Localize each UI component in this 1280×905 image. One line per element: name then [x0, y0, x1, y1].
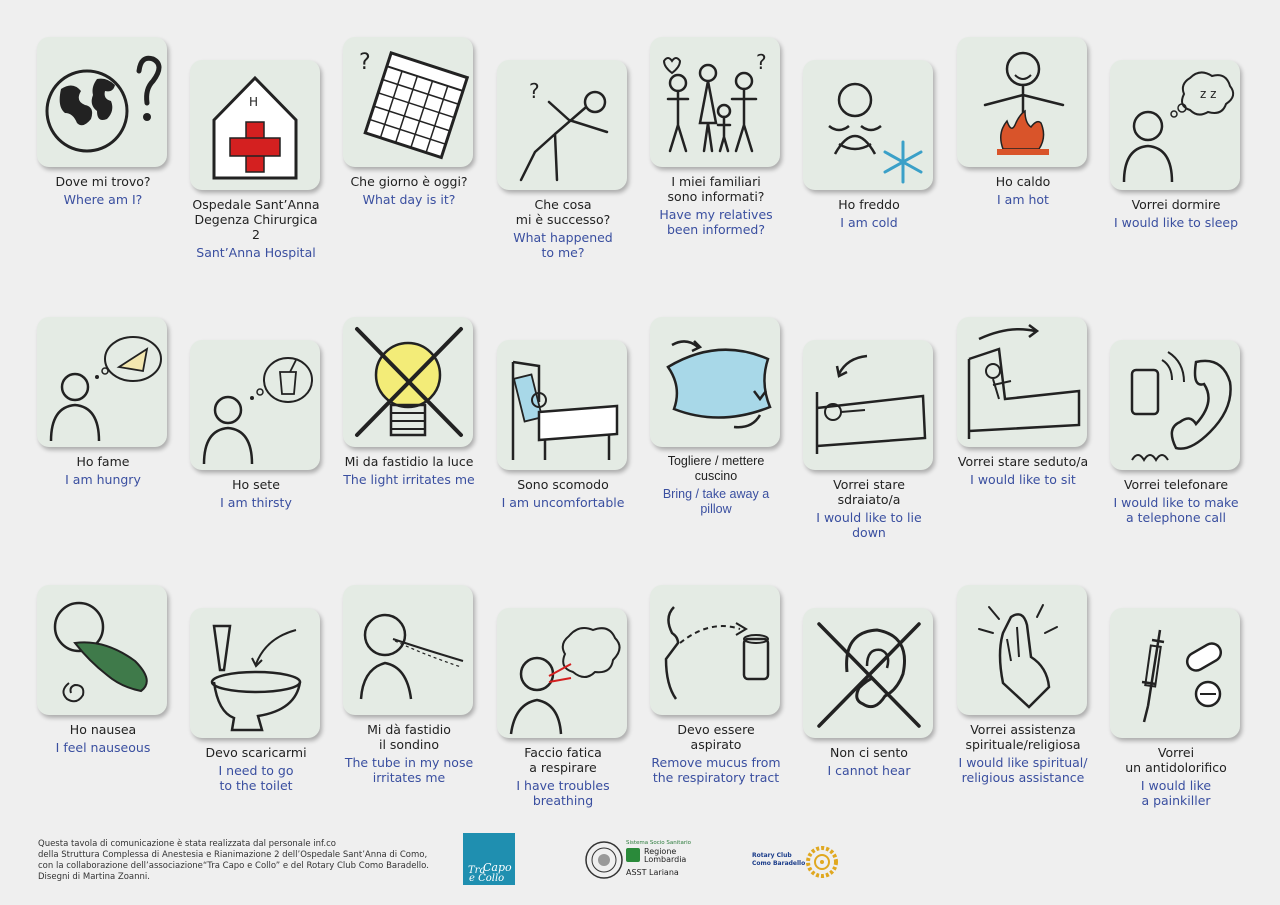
- card-cold[interactable]: [803, 60, 935, 230]
- card-breathing[interactable]: [497, 608, 629, 808]
- english-label: I would like to make a telephone call: [1113, 495, 1239, 525]
- tile: [343, 317, 473, 447]
- tile: [957, 317, 1087, 447]
- hot-person-icon: [959, 39, 1085, 165]
- tile: [343, 585, 473, 715]
- card-light[interactable]: [343, 317, 475, 487]
- rotary-club-logo: Rotary Club Como Baradello: [752, 846, 852, 880]
- tra-capo-e-collo-logo: Tra Capo e Collo: [463, 833, 515, 885]
- tile: [1110, 608, 1240, 738]
- italian-label: Ospedale Sant’Anna Degenza Chirurgica 2: [192, 197, 320, 242]
- english-label: I would like spiritual/ religious assistance: [958, 755, 1088, 785]
- english-label: I would like a painkiller: [1140, 778, 1212, 808]
- seal-icon: [584, 840, 624, 880]
- italian-label: Non ci sento: [830, 745, 908, 760]
- svg-text:?: ?: [756, 50, 767, 74]
- english-label: I feel nauseous: [55, 740, 151, 755]
- tile: [37, 37, 167, 167]
- card-nauseous[interactable]: [37, 585, 169, 755]
- breathing-icon: [499, 610, 625, 736]
- english-label: I cannot hear: [827, 763, 911, 778]
- thirsty-drink-icon: [192, 342, 318, 468]
- tile: [803, 60, 933, 190]
- english-label: What happened to me?: [513, 230, 613, 260]
- tile: [190, 340, 320, 470]
- svg-text:?: ?: [359, 50, 371, 75]
- credits-text: [38, 839, 438, 883]
- tile: [650, 37, 780, 167]
- globe-question-icon: [39, 39, 165, 165]
- italian-label: Ho caldo: [995, 174, 1051, 189]
- italian-label: Ho fame: [76, 454, 130, 469]
- italian-label: Mi dà fastidio il sondino: [367, 722, 451, 752]
- italian-label: Devo essere aspirato: [677, 722, 755, 752]
- card-sit[interactable]: [957, 317, 1089, 487]
- card-painkiller[interactable]: [1110, 608, 1242, 808]
- italian-label: Togliere / mettere cuscino: [667, 454, 765, 483]
- english-label: The light irritates me: [343, 472, 475, 487]
- crossed-ear-icon: [805, 610, 931, 736]
- italian-label: Vorrei stare seduto/a: [957, 454, 1089, 469]
- italian-label: Vorrei telefonare: [1123, 477, 1229, 492]
- hospital-icon: [192, 62, 318, 188]
- telephone-icon: [1112, 342, 1238, 468]
- tile: [957, 37, 1087, 167]
- english-label: Sant’Anna Hospital: [196, 245, 316, 260]
- english-label: Remove mucus from the respiratory tract: [651, 755, 781, 785]
- italian-label: Vorrei assistenza spirituale/religiosa: [965, 722, 1081, 752]
- card-sleep[interactable]: [1110, 60, 1242, 230]
- asst-lariana-logo: Sistema Socio Sanitario Regione Lombardia ASST Lariana: [584, 838, 714, 884]
- lie-down-bed-icon: [805, 342, 931, 468]
- card-pillow[interactable]: [650, 317, 782, 517]
- tile: [190, 60, 320, 190]
- credits-line: Disegni di Martina Zoanni.: [38, 872, 150, 882]
- english-label: Have my relatives been informed?: [659, 207, 773, 237]
- card-lie-down[interactable]: [803, 340, 935, 540]
- pillow-icon: [652, 319, 778, 445]
- italian-label: Che giorno è oggi?: [350, 174, 468, 189]
- family-icon: [652, 39, 778, 165]
- nausea-icon: [39, 587, 165, 713]
- italian-label: Che cosa mi è successo?: [515, 197, 611, 227]
- lombardia-rose-icon: [626, 848, 640, 862]
- card-what-happened[interactable]: [497, 60, 629, 260]
- tile: [37, 317, 167, 447]
- english-label: Bring / take away a pillow: [662, 487, 770, 516]
- italian-label: Faccio fatica a respirare: [524, 745, 602, 775]
- tile: [1110, 60, 1240, 190]
- sleep-icon: [1112, 62, 1238, 188]
- tile: [803, 608, 933, 738]
- tile: [650, 585, 780, 715]
- italian-label: I miei familiari sono informati?: [667, 174, 765, 204]
- italian-label: Devo scaricarmi: [205, 745, 307, 760]
- card-toilet[interactable]: [190, 608, 322, 793]
- svg-text:H: H: [249, 95, 259, 109]
- english-label: I would like to sleep: [1113, 215, 1239, 230]
- cold-person-icon: [805, 62, 931, 188]
- english-label: The tube in my nose irritates me: [344, 755, 474, 785]
- credits-line: della Struttura Complessa di Anestesia e Rianimazione 2 dell’Ospedale Sant’Anna di Como,: [38, 850, 428, 860]
- tile: [37, 585, 167, 715]
- italian-label: Vorrei dormire: [1131, 197, 1221, 212]
- toilet-icon: [192, 610, 318, 736]
- svg-text:z z: z z: [1200, 87, 1217, 101]
- english-label: I am hot: [997, 192, 1049, 207]
- tile: [957, 585, 1087, 715]
- italian-label: Ho freddo: [838, 197, 900, 212]
- italian-label: Vorrei un antidolorifico: [1125, 745, 1227, 775]
- tile: [497, 608, 627, 738]
- english-label: Where am I?: [63, 192, 143, 207]
- card-spiritual[interactable]: [957, 585, 1089, 785]
- card-hospital[interactable]: [190, 60, 322, 260]
- card-hot[interactable]: [957, 37, 1089, 207]
- english-label: I am hungry: [65, 472, 141, 487]
- card-suction[interactable]: [650, 585, 782, 785]
- italian-label: Ho sete: [232, 477, 280, 492]
- italian-label: Dove mi trovo?: [55, 174, 151, 189]
- english-label: I would like to lie down: [816, 510, 922, 540]
- italian-label: Ho nausea: [69, 722, 137, 737]
- tile: [650, 317, 780, 447]
- praying-hands-icon: [959, 587, 1085, 713]
- italian-label: Mi da fastidio la luce: [344, 454, 474, 469]
- italian-label: Sono scomodo: [517, 477, 609, 492]
- suction-icon: [652, 587, 778, 713]
- hungry-pizza-icon: [39, 319, 165, 445]
- card-nasal-tube[interactable]: [343, 585, 475, 785]
- tile: [497, 60, 627, 190]
- card-uncomfortable[interactable]: [497, 340, 629, 510]
- crossed-lightbulb-icon: [345, 319, 471, 445]
- fallen-person-icon: [499, 62, 625, 188]
- english-label: What day is it?: [362, 192, 456, 207]
- svg-text:?: ?: [529, 79, 540, 103]
- credits-line: Questa tavola di comunicazione è stata realizzata dal personale inf.co: [38, 839, 336, 849]
- sit-up-bed-icon: [959, 319, 1085, 445]
- tile: [1110, 340, 1240, 470]
- card-hungry[interactable]: [37, 317, 169, 487]
- english-label: I would like to sit: [970, 472, 1076, 487]
- english-label: I am cold: [840, 215, 898, 230]
- tile: [190, 608, 320, 738]
- tile: [497, 340, 627, 470]
- tile: [343, 37, 473, 167]
- rotary-wheel-icon: [806, 846, 838, 878]
- card-what-day[interactable]: [343, 37, 475, 207]
- nasal-tube-icon: [345, 587, 471, 713]
- english-label: I need to go to the toilet: [218, 763, 294, 793]
- english-label: I am uncomfortable: [501, 495, 625, 510]
- calendar-icon: [345, 39, 471, 165]
- card-telephone[interactable]: [1110, 340, 1242, 525]
- english-label: I am thirsty: [220, 495, 292, 510]
- credits-line: con la collaborazione dell’associazione“Tra Capo e Collo” e del Rotary Club Como Baradello.: [38, 861, 429, 871]
- card-thirsty[interactable]: [190, 340, 322, 510]
- painkiller-icon: [1112, 610, 1238, 736]
- uncomfortable-bed-icon: [499, 342, 625, 468]
- tile: [803, 340, 933, 470]
- card-relatives[interactable]: [650, 37, 782, 237]
- italian-label: Vorrei stare sdraiato/a: [833, 477, 905, 507]
- card-where-am-i[interactable]: [37, 37, 169, 207]
- card-hearing[interactable]: [803, 608, 935, 778]
- english-label: I have troubles breathing: [516, 778, 610, 808]
